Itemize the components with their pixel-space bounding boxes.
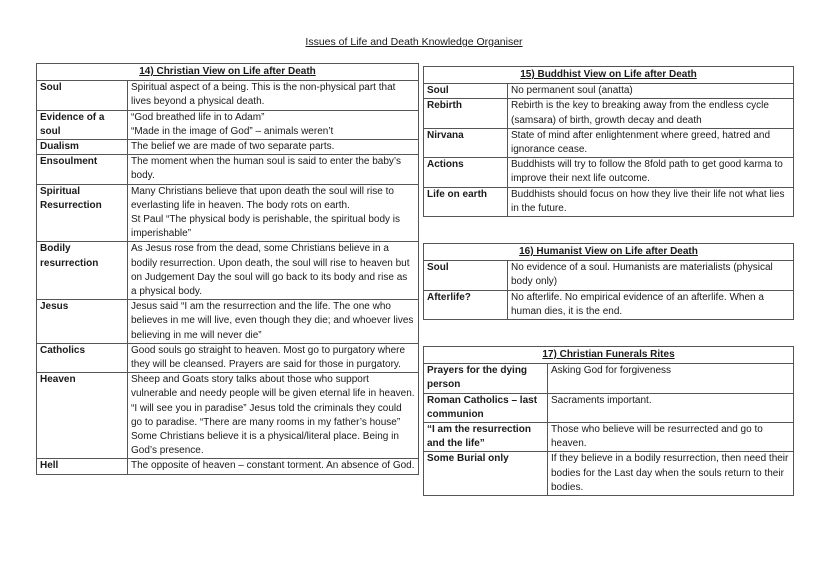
humanist-view-heading: 16) Humanist View on Life after Death bbox=[424, 244, 794, 261]
definition-cell: No afterlife. No empirical evidence of an afterlife. When a human dies, it is the end. bbox=[508, 290, 794, 319]
term-cell: Soul bbox=[424, 261, 508, 290]
page-title: Issues of Life and Death Knowledge Organiser bbox=[305, 36, 523, 48]
table-row bbox=[37, 459, 419, 474]
definition-cell: Good souls go straight to heaven. Most go to purgatory where they will be cleansed. Prayers are said for those in purgatory. bbox=[128, 343, 419, 372]
term-cell: Nirvana bbox=[424, 128, 508, 157]
term-cell: Jesus bbox=[37, 300, 128, 344]
humanist-view-table bbox=[423, 243, 794, 320]
term-cell: Bodily resurrection bbox=[37, 242, 128, 300]
term-cell: Life on earth bbox=[424, 187, 508, 216]
term-cell: Soul bbox=[37, 81, 128, 110]
christian-view-table bbox=[36, 63, 419, 475]
term-cell: Dualism bbox=[37, 140, 128, 155]
table-row bbox=[424, 423, 794, 452]
definition-cell: Jesus said “I am the resurrection and the life. The one who believes in me will live, even though they die; and whoever lives believing in me will never die” bbox=[128, 300, 419, 344]
term-cell: Afterlife? bbox=[424, 290, 508, 319]
term-cell: Actions bbox=[424, 158, 508, 187]
definition-cell: Rebirth is the key to breaking away from the endless cycle (samsara) of birth, growth decay and death bbox=[508, 99, 794, 128]
definition-cell: As Jesus rose from the dead, some Christians believe in a bodily resurrection. Upon death, the soul will rise to heaven but on Judgement Day the soul will go back to its body and rise as a physical body. bbox=[128, 242, 419, 300]
buddhist-view-table bbox=[423, 66, 794, 217]
term-cell: Catholics bbox=[37, 343, 128, 372]
term-cell: Soul bbox=[424, 84, 508, 99]
definition-cell: Many Christians believe that upon death the soul will rise to everlasting life in heaven. The body rots on earth. St Paul “The physical body is perishable, the spiritual body is imperishable” bbox=[128, 184, 419, 242]
christian-funerals-heading: 17) Christian Funerals Rites bbox=[424, 347, 794, 364]
term-cell: Heaven bbox=[37, 373, 128, 459]
definition-cell: Sacraments important. bbox=[548, 393, 794, 422]
term-cell: Ensoulment bbox=[37, 155, 128, 184]
christian-funerals-table bbox=[423, 346, 794, 496]
definition-cell: Asking God for forgiveness bbox=[548, 364, 794, 393]
table-row bbox=[424, 84, 794, 99]
definition-cell: Spiritual aspect of a being. This is the non-physical part that lives beyond a physical death. bbox=[128, 81, 419, 110]
term-cell: Spiritual Resurrection bbox=[37, 184, 128, 242]
term-cell: Prayers for the dying person bbox=[424, 364, 548, 393]
definition-cell: State of mind after enlightenment where greed, hatred and ignorance cease. bbox=[508, 128, 794, 157]
definition-cell: No evidence of a soul. Humanists are materialists (physical body only) bbox=[508, 261, 794, 290]
term-cell: Rebirth bbox=[424, 99, 508, 128]
definition-cell: If they believe in a bodily resurrection, then need their bodies for the Last day when the souls return to their bodies. bbox=[548, 452, 794, 496]
definition-cell: The opposite of heaven – constant torment. An absence of God. bbox=[128, 459, 419, 474]
table-row bbox=[37, 343, 419, 372]
table-row bbox=[37, 81, 419, 110]
definition-cell: Sheep and Goats story talks about those who support vulnerable and needy people will be given eternal life in heaven. “I will see you in paradise” Jesus told the criminals they could go to paradise. “There are many rooms in my father’s house” Some Christians believe it is a physical/literal place. Being in God’s presence. bbox=[128, 373, 419, 459]
term-cell: Hell bbox=[37, 459, 128, 474]
table-row bbox=[37, 300, 419, 344]
definition-cell: Buddhists will try to follow the 8fold path to get good karma to improve their next life outcome. bbox=[508, 158, 794, 187]
table-row bbox=[424, 364, 794, 393]
term-cell: Evidence of a soul bbox=[37, 110, 128, 139]
buddhist-view-heading: 15) Buddhist View on Life after Death bbox=[424, 67, 794, 84]
table-row bbox=[37, 373, 419, 459]
term-cell: Some Burial only bbox=[424, 452, 548, 496]
table-row bbox=[424, 261, 794, 290]
table-row bbox=[37, 184, 419, 242]
table-row bbox=[37, 242, 419, 300]
table-row bbox=[424, 393, 794, 422]
table-row bbox=[424, 452, 794, 496]
definition-cell: No permanent soul (anatta) bbox=[508, 84, 794, 99]
table-row bbox=[424, 99, 794, 128]
table-row bbox=[424, 290, 794, 319]
table-row bbox=[37, 140, 419, 155]
table-row bbox=[37, 110, 419, 139]
definition-cell: The moment when the human soul is said to enter the baby’s body. bbox=[128, 155, 419, 184]
definition-cell: The belief we are made of two separate parts. bbox=[128, 140, 419, 155]
christian-view-heading: 14) Christian View on Life after Death bbox=[37, 64, 419, 81]
table-row bbox=[424, 128, 794, 157]
term-cell: “I am the resurrection and the life” bbox=[424, 423, 548, 452]
definition-cell: Buddhists should focus on how they live their life not what lies in the future. bbox=[508, 187, 794, 216]
definition-cell: “God breathed life in to Adam” “Made in the image of God” – animals weren’t bbox=[128, 110, 419, 139]
definition-cell: Those who believe will be resurrected and go to heaven. bbox=[548, 423, 794, 452]
term-cell: Roman Catholics – last communion bbox=[424, 393, 548, 422]
table-row bbox=[37, 155, 419, 184]
table-row bbox=[424, 187, 794, 216]
table-row bbox=[424, 158, 794, 187]
